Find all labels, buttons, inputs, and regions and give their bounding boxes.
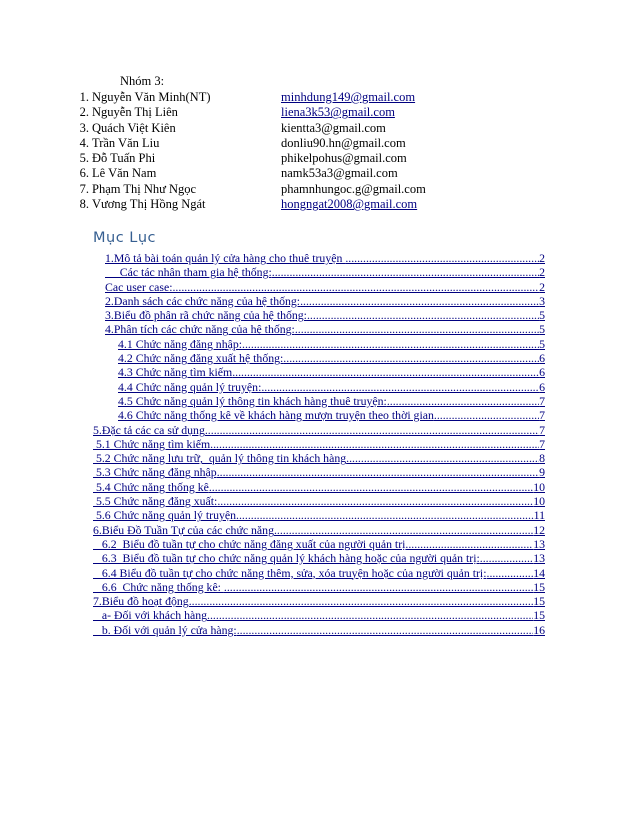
toc-page-number: 16 <box>533 622 545 637</box>
member-row <box>60 136 480 151</box>
toc-leader-dots <box>217 494 533 508</box>
toc-entry <box>0 594 638 608</box>
toc-entry <box>0 280 638 294</box>
toc-link[interactable] <box>93 494 545 508</box>
toc-link[interactable] <box>93 451 545 465</box>
toc-link[interactable] <box>93 437 545 451</box>
toc-page-number: 13 <box>533 551 545 566</box>
member-name: Lê Văn Nam <box>92 166 157 181</box>
toc-page-number: 7 <box>539 422 545 437</box>
toc-entry <box>0 337 638 351</box>
toc-page-number: 13 <box>533 536 545 551</box>
toc-entry-title: 4.3 Chức năng tìm kiếm <box>118 365 233 380</box>
toc-entry-title: 4.6 Chức năng thống kê về khách hàng mượn truyện theo thời gian <box>118 408 434 423</box>
member-name: Đỗ Tuấn Phi <box>92 151 156 166</box>
table-of-contents <box>0 251 638 637</box>
toc-entry-title: 6.2 Biểu đồ tuần tự cho chức năng đăng xuất của người quản trị <box>93 536 406 551</box>
toc-entry <box>0 423 638 437</box>
toc-entry-title: 4.1 Chức năng đăng nhập: <box>118 336 243 351</box>
toc-link[interactable] <box>93 551 545 565</box>
toc-entry <box>0 294 638 308</box>
member-row <box>60 90 480 105</box>
toc-entry <box>0 380 638 394</box>
toc-page-number: 5 <box>539 322 545 337</box>
toc-link[interactable] <box>93 423 545 437</box>
toc-page-number: 9 <box>539 465 545 480</box>
member-email-link[interactable]: liena3k53@gmail.com <box>281 105 395 120</box>
toc-page-number: 12 <box>533 522 545 537</box>
toc-entry <box>0 566 638 580</box>
toc-link[interactable] <box>105 280 545 294</box>
toc-entry <box>0 523 638 537</box>
toc-entry-title: 5.Đặc tả các ca sử dụng <box>93 422 205 437</box>
toc-page-number: 15 <box>533 579 545 594</box>
member-email: phamnhungoc.g@gmail.com <box>281 181 426 196</box>
toc-entry <box>0 480 638 494</box>
toc-leader-dots <box>283 351 539 365</box>
toc-entry-title: 4.2 Chức năng đăng xuất hệ thống: <box>118 351 284 366</box>
toc-link[interactable] <box>118 365 545 379</box>
toc-heading: Mục Lục <box>93 230 157 246</box>
group-title: Nhóm 3: <box>120 74 165 88</box>
toc-entry-title: 6.6 Chức năng thống kê: <box>93 579 224 594</box>
toc-leader-dots <box>434 408 539 422</box>
member-number: 8. <box>79 197 89 212</box>
toc-page-number: 7 <box>539 393 545 408</box>
toc-page-number: 2 <box>539 279 545 294</box>
member-name: Nguyễn Thị Liên <box>92 105 178 120</box>
toc-leader-dots <box>307 308 539 322</box>
toc-leader-dots <box>232 365 539 379</box>
toc-leader-dots <box>172 280 539 294</box>
member-number: 7. <box>79 181 89 196</box>
toc-leader-dots <box>300 294 539 308</box>
toc-leader-dots <box>236 508 534 522</box>
toc-page-number: 10 <box>533 494 545 509</box>
toc-leader-dots <box>480 551 533 565</box>
toc-page-number: 5 <box>539 336 545 351</box>
member-name: Quách Việt Kiên <box>92 120 176 135</box>
toc-link[interactable] <box>93 594 545 608</box>
toc-link[interactable] <box>93 523 545 537</box>
toc-link[interactable] <box>118 351 545 365</box>
toc-link[interactable] <box>93 537 545 551</box>
toc-link[interactable] <box>118 380 545 394</box>
toc-entry-title: 4.Phân tích các chức năng của hệ thống: <box>105 322 295 337</box>
member-number: 2. <box>79 105 89 120</box>
member-name: Vương Thị Hồng Ngát <box>92 197 206 212</box>
member-email: phikelpohus@gmail.com <box>281 151 407 166</box>
member-number: 4. <box>79 135 89 150</box>
toc-entry-title: 1.Mô tả bài toán quản lý cửa hàng cho thuê truyện <box>105 251 346 265</box>
toc-entry <box>0 537 638 551</box>
toc-leader-dots <box>261 380 539 394</box>
member-number: 6. <box>79 166 89 181</box>
toc-page-number: 6 <box>539 365 545 380</box>
member-row <box>60 197 480 212</box>
toc-entry <box>0 580 638 594</box>
toc-entry-title: 2.Danh sách các chức năng của hệ thống: <box>105 293 301 308</box>
toc-leader-dots <box>217 465 539 479</box>
toc-entry <box>0 465 638 479</box>
member-number: 5. <box>79 151 89 166</box>
toc-leader-dots <box>205 423 539 437</box>
toc-page-number: 7 <box>539 436 545 451</box>
toc-page-number: 7 <box>539 408 545 423</box>
toc-leader-dots <box>189 594 534 608</box>
toc-entry-title: 4.4 Chức năng quản lý truyện: <box>118 379 262 394</box>
toc-page-number: 2 <box>539 265 545 280</box>
toc-entry-title: 7.Biểu đồ hoạt động <box>93 594 189 609</box>
toc-page-number: 10 <box>533 479 545 494</box>
toc-entry <box>0 408 638 422</box>
toc-leader-dots <box>242 337 539 351</box>
toc-entry-title: 6.3 Biểu đồ tuần tự cho chức năng quản lý khách hàng hoặc của người quản trị: <box>93 551 480 566</box>
toc-leader-dots <box>209 480 533 494</box>
toc-leader-dots <box>487 566 534 580</box>
member-email-link[interactable]: minhdung149@gmail.com <box>281 90 416 104</box>
toc-entry <box>0 351 638 365</box>
toc-leader-dots <box>295 322 539 336</box>
toc-link[interactable] <box>93 465 545 479</box>
toc-link[interactable] <box>93 508 545 522</box>
toc-entry-title: 5.2 Chức năng lưu trữ, quản lý thông tin khách hàng <box>93 451 347 466</box>
toc-leader-dots <box>345 251 539 265</box>
toc-entry-title: 5.5 Chức năng đăng xuất: <box>93 494 218 509</box>
toc-entry <box>0 322 638 336</box>
member-number: 1. <box>79 90 89 104</box>
toc-entry <box>0 608 638 622</box>
toc-entry-title: b. Đối với quản lý cửa hàng: <box>93 622 237 637</box>
toc-link[interactable] <box>105 322 545 336</box>
toc-link[interactable] <box>118 394 545 408</box>
toc-entry <box>0 394 638 408</box>
toc-page-number: 6 <box>539 379 545 394</box>
toc-entry-title: Các tác nhân tham gia hệ thống: <box>105 265 272 280</box>
member-name: Phạm Thị Như Ngọc <box>92 181 197 196</box>
toc-link[interactable] <box>93 608 545 622</box>
toc-page-number: 3 <box>539 293 545 308</box>
toc-link[interactable] <box>93 623 545 637</box>
toc-leader-dots <box>272 265 539 279</box>
toc-link[interactable] <box>118 337 545 351</box>
toc-leader-dots <box>237 623 534 637</box>
toc-entry-title: 6.Biểu Đồ Tuần Tự của các chức năng <box>93 522 274 537</box>
toc-page-number: 14 <box>533 565 545 580</box>
toc-leader-dots <box>224 580 533 594</box>
toc-entry <box>0 508 638 522</box>
toc-entry <box>0 494 638 508</box>
toc-entry <box>0 437 638 451</box>
toc-page-number: 5 <box>539 308 545 323</box>
member-row <box>60 105 480 120</box>
toc-entry-title: a- Đối với khách hàng <box>93 608 208 623</box>
toc-page-number: 15 <box>533 594 545 609</box>
toc-entry <box>0 451 638 465</box>
member-email: donliu90.hn@gmail.com <box>281 135 406 150</box>
toc-link[interactable] <box>93 580 545 594</box>
toc-page-number: 8 <box>539 451 545 466</box>
toc-entry-title: 3.Biểu đồ phân rã chức năng của hệ thống: <box>105 308 307 323</box>
toc-entry <box>0 308 638 322</box>
toc-link[interactable] <box>105 251 545 265</box>
toc-link[interactable] <box>105 294 545 308</box>
member-number: 3. <box>79 120 89 135</box>
toc-link[interactable] <box>118 408 545 422</box>
toc-page-number: 15 <box>533 608 545 623</box>
toc-entry <box>0 265 638 279</box>
member-row <box>60 182 480 197</box>
toc-page-number: 6 <box>539 351 545 366</box>
toc-link[interactable] <box>105 308 545 322</box>
toc-entry-title: 5.6 Chức năng quản lý truyện <box>93 508 237 523</box>
toc-entry <box>0 365 638 379</box>
member-row <box>60 166 480 181</box>
toc-entry <box>0 251 638 265</box>
toc-entry-title: 5.1 Chức năng tìm kiếm <box>93 436 211 451</box>
toc-page-number: 2 <box>539 251 545 265</box>
member-email: namk53a3@gmail.com <box>281 166 398 181</box>
toc-entry <box>0 623 638 637</box>
toc-entry <box>0 551 638 565</box>
toc-link[interactable] <box>93 480 545 494</box>
toc-leader-dots <box>210 437 539 451</box>
member-name: Trần Văn Liu <box>92 135 160 150</box>
toc-leader-dots <box>405 537 533 551</box>
member-row <box>60 151 480 166</box>
toc-leader-dots <box>387 394 539 408</box>
member-name: Nguyễn Văn Minh(NT) <box>92 90 211 104</box>
member-email: kientta3@gmail.com <box>281 120 386 135</box>
toc-link[interactable] <box>93 566 545 580</box>
toc-entry-title: 4.5 Chức năng quản lý thông tin khách hàng thuê truyện: <box>118 393 387 408</box>
toc-leader-dots <box>274 523 533 537</box>
member-list <box>60 90 480 212</box>
member-email-link[interactable]: hongngat2008@gmail.com <box>281 197 418 212</box>
toc-entry-title: 5.4 Chức năng thống kê <box>93 479 209 494</box>
toc-entry-title: Cac user case: <box>105 279 173 294</box>
toc-link[interactable] <box>105 265 545 279</box>
toc-leader-dots <box>207 608 533 622</box>
toc-entry-title: 6.4 Biểu đồ tuần tự cho chức năng thêm, sửa, xóa truyện hoặc của người quản trị: <box>93 565 487 580</box>
toc-leader-dots <box>346 451 539 465</box>
member-row <box>60 121 480 136</box>
toc-page-number: 11 <box>533 508 545 523</box>
toc-entry-title: 5.3 Chức năng đăng nhập <box>93 465 217 480</box>
